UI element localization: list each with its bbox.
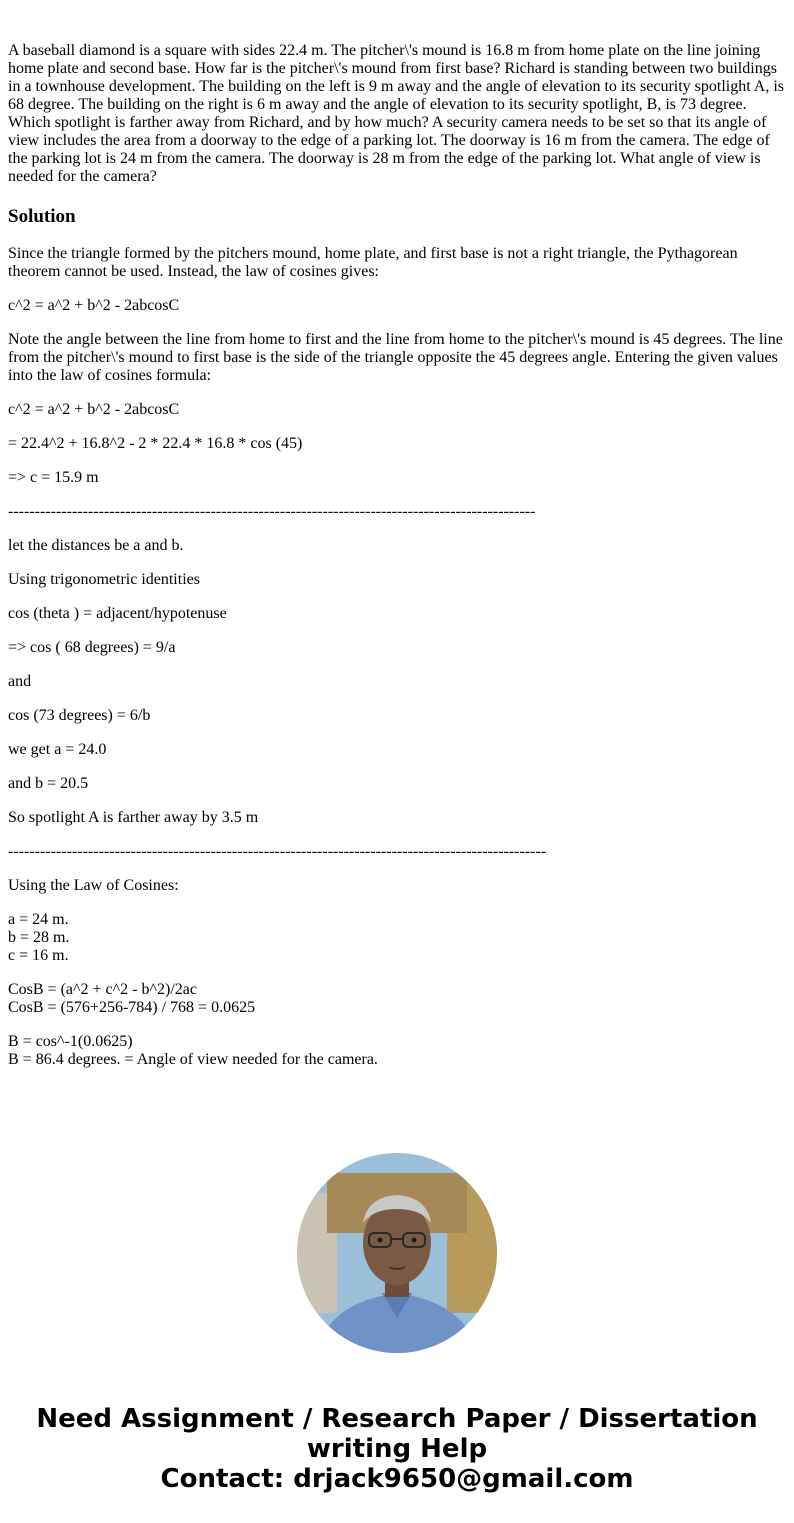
cos-73-line: cos (73 degrees) = 6/b	[8, 707, 151, 724]
avatar-photo	[297, 1153, 497, 1353]
cos-definition-line: cos (theta ) = adjacent/hypotenuse	[8, 605, 227, 622]
side-c: c = 16 m.	[8, 947, 69, 964]
spotlight-conclusion: So spotlight A is farther away by 3.5 m	[8, 809, 259, 826]
cosb-value: CosB = (576+256-784) / 768 = 0.0625	[8, 999, 256, 1016]
cos-68-line: => cos ( 68 degrees) = 9/a	[8, 639, 176, 656]
solution-heading: Solution	[8, 206, 76, 227]
side-a: a = 24 m.	[8, 911, 69, 928]
inverse-cos-line: B = cos^-1(0.0625)	[8, 1033, 133, 1050]
angle-b-result	[8, 1033, 786, 1069]
side-lengths	[8, 911, 786, 965]
substitution-line: = 22.4^2 + 16.8^2 - 2 * 22.4 * 16.8 * cos (45)	[8, 435, 303, 452]
question-text: A baseball diamond is a square with sides 22.4 m. The pitcher\'s mound is 16.8 m from home plate on the line joining home plate and second base. How far is the pitcher\'s mound from first base? Richard is standing between two buildings in a townhouse development. The building on the left is 9 m away and the angle of elevation to its security spotlight A, is 68 degree. The building on the right is 6 m away and the angle of elevation to its security spotlight, B, is 73 degree. Which spotlight is farther away from Richard, and by how much? A security camera needs to be set so that its angle of view includes the area from a doorway to the edge of a parking lot. The doorway is 16 m from the camera. The edge of the parking lot is 24 m from the camera. The doorway is 28 m from the edge of the parking lot. What angle of view is needed for the camera?	[8, 42, 785, 185]
law-of-cosines-heading-line: Using the Law of Cosines:	[8, 877, 179, 894]
b-value-line: and b = 20.5	[8, 775, 89, 792]
promo-line-1: Need Assignment / Research Paper / Dissertation	[36, 1404, 758, 1434]
law-of-cosines-intro: Since the triangle formed by the pitchers mound, home plate, and first base is not a right triangle, the Pythagorean theorem cannot be used. Instead, the law of cosines gives:	[8, 245, 738, 280]
formula-line-2: c^2 = a^2 + b^2 - 2abcosC	[8, 401, 180, 418]
divider-1: ---------------------------------------------------------------------------------------------------	[8, 503, 536, 520]
document-body	[8, 42, 786, 1085]
a-value-line: we get a = 24.0	[8, 741, 107, 758]
angle-note: Note the angle between the line from home to first and the line from home to the pitcher\'s mound is 45 degrees. The line from the pitcher\'s mound to first base is the side of the triangle opposite the 45 degrees angle. Entering the given values into the law of cosines formula:	[8, 331, 783, 384]
and-line: and	[8, 673, 32, 690]
promo-line-2: writing Help	[306, 1434, 488, 1464]
promo-banner	[0, 1404, 794, 1494]
cosb-formula: CosB = (a^2 + c^2 - b^2)/2ac	[8, 981, 197, 998]
final-answer-line: B = 86.4 degrees. = Angle of view needed for the camera.	[8, 1051, 378, 1068]
cosb-calculation	[8, 981, 786, 1017]
result-line: => c = 15.9 m	[8, 469, 99, 486]
distances-line: let the distances be a and b.	[8, 537, 184, 554]
trig-identities-line: Using trigonometric identities	[8, 571, 200, 588]
formula-line: c^2 = a^2 + b^2 - 2abcosC	[8, 297, 180, 314]
promo-contact: Contact: drjack9650@gmail.com	[160, 1464, 634, 1494]
divider-2: -----------------------------------------------------------------------------------------------------	[8, 843, 547, 860]
side-b: b = 28 m.	[8, 929, 70, 946]
avatar	[297, 1153, 497, 1353]
